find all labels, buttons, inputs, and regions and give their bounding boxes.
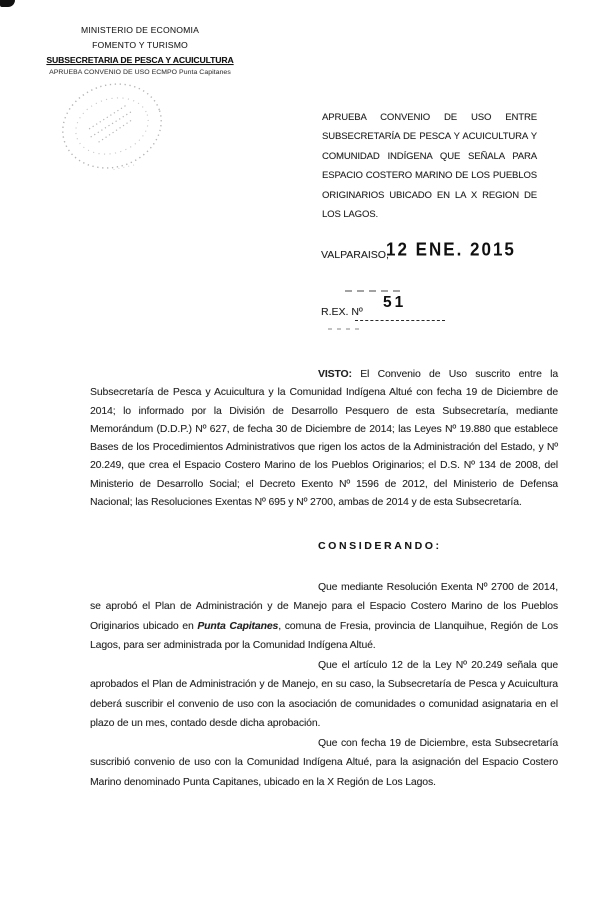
scan-artifact-corner <box>0 0 15 7</box>
considerando-heading: CONSIDERANDO: <box>318 540 442 552</box>
letterhead <box>30 25 250 76</box>
considerando-paragraph-3: Que con fecha 19 de Diciembre, esta Subsecretaría suscribió convenio de uso con la Comunidad Indígena Altué, para la asignación del Espacio Costero Marino denominado Punta Capitanes, ubicado en la X Región de Los Lagos. <box>90 738 558 788</box>
considerando-p1-before: Que mediante Resolución Exenta Nº 2700 de 2014, se aprobó el Plan de Administración y de Manejo para el Espacio Costero Marino de los Pueblos Originarios ubicado en <box>90 582 558 632</box>
visto-text: El Convenio de Uso suscrito entre la Subsecretaría de Pesca y Acuicultura y la Comunidad Indígena Altué con fecha 19 de Diciembre de 2014; lo informado por la División de Desarrollo Pesquero de esta Subsecretaría, mediante Memorándum (D.D.P.) Nº 627, de fecha 30 de Diciembre de 2014; las Leyes Nº 19.880 que establece Bases de los Procedimientos Administrativos que rigen los actos de la Administración del Estado, y Nº 20.249, que crea el Espacio Costero Marino de los Pueblos Originarios; el D.S. Nº 134 de 2008, del Ministerio de Desarrollo Social; el Decreto Exento Nº 1596 de 2012, del Ministerio de Defensa Nacional; las Resoluciones Exentas Nº 695 y Nº 2700, ambas de 2014 y de esta Subsecretaría. <box>90 369 558 509</box>
considerando-paragraph-1 <box>90 578 558 655</box>
visto-paragraph <box>90 366 558 512</box>
resolution-number-dashed-line <box>355 308 445 321</box>
date-stamp: 12 ENE. 2015 <box>386 239 516 260</box>
faint-pencil-marks-below <box>328 328 362 330</box>
letterhead-ministry: MINISTERIO DE ECONOMIA <box>80 25 200 35</box>
resolution-number-label: R.EX. Nº <box>321 306 363 318</box>
considerando-p1-after: , comuna de Fresia, provincia de Llanquihue, Región de Los Lagos, para ser administrada por la Comunidad Indígena Altué. <box>90 620 558 651</box>
letterhead-subject-note: APRUEBA CONVENIO DE USO ECMPO Punta Capitanes <box>49 69 231 76</box>
faint-pencil-marks <box>345 290 401 292</box>
resolution-title: APRUEBA CONVENIO DE USO ENTRE SUBSECRETARÍA DE PESCA Y ACUICULTURA Y COMUNIDAD INDÍGENA QUE SEÑALA PARA ESPACIO COSTERO MARINO DE LOS PUEBLOS ORIGINARIOS UBICADO EN LA X REGION DE LOS LAGOS. <box>322 112 537 221</box>
considerando-p1-emphasis: Punta Capitanes <box>197 620 279 632</box>
letterhead-agency: SUBSECRETARIA DE PESCA Y ACUICULTURA <box>46 55 234 65</box>
official-round-stamp-icon <box>42 72 182 182</box>
dateline-city: VALPARAISO, <box>321 249 389 261</box>
visto-label: VISTO: <box>318 369 352 380</box>
considerando-paragraph-2: Que el artículo 12 de la Ley Nº 20.249 señala que aprobados el Plan de Administración y de Manejo, en su caso, la Subsecretaría de Pesca y Acuicultura deberá suscribir el convenio de uso con la asociación de comunidades o comunidad asignataria en el plazo de un mes, contado desde dicha aprobación. <box>90 660 558 729</box>
resolution-number-value: 51 <box>383 294 407 311</box>
letterhead-division: FOMENTO Y TURISMO <box>92 40 188 50</box>
